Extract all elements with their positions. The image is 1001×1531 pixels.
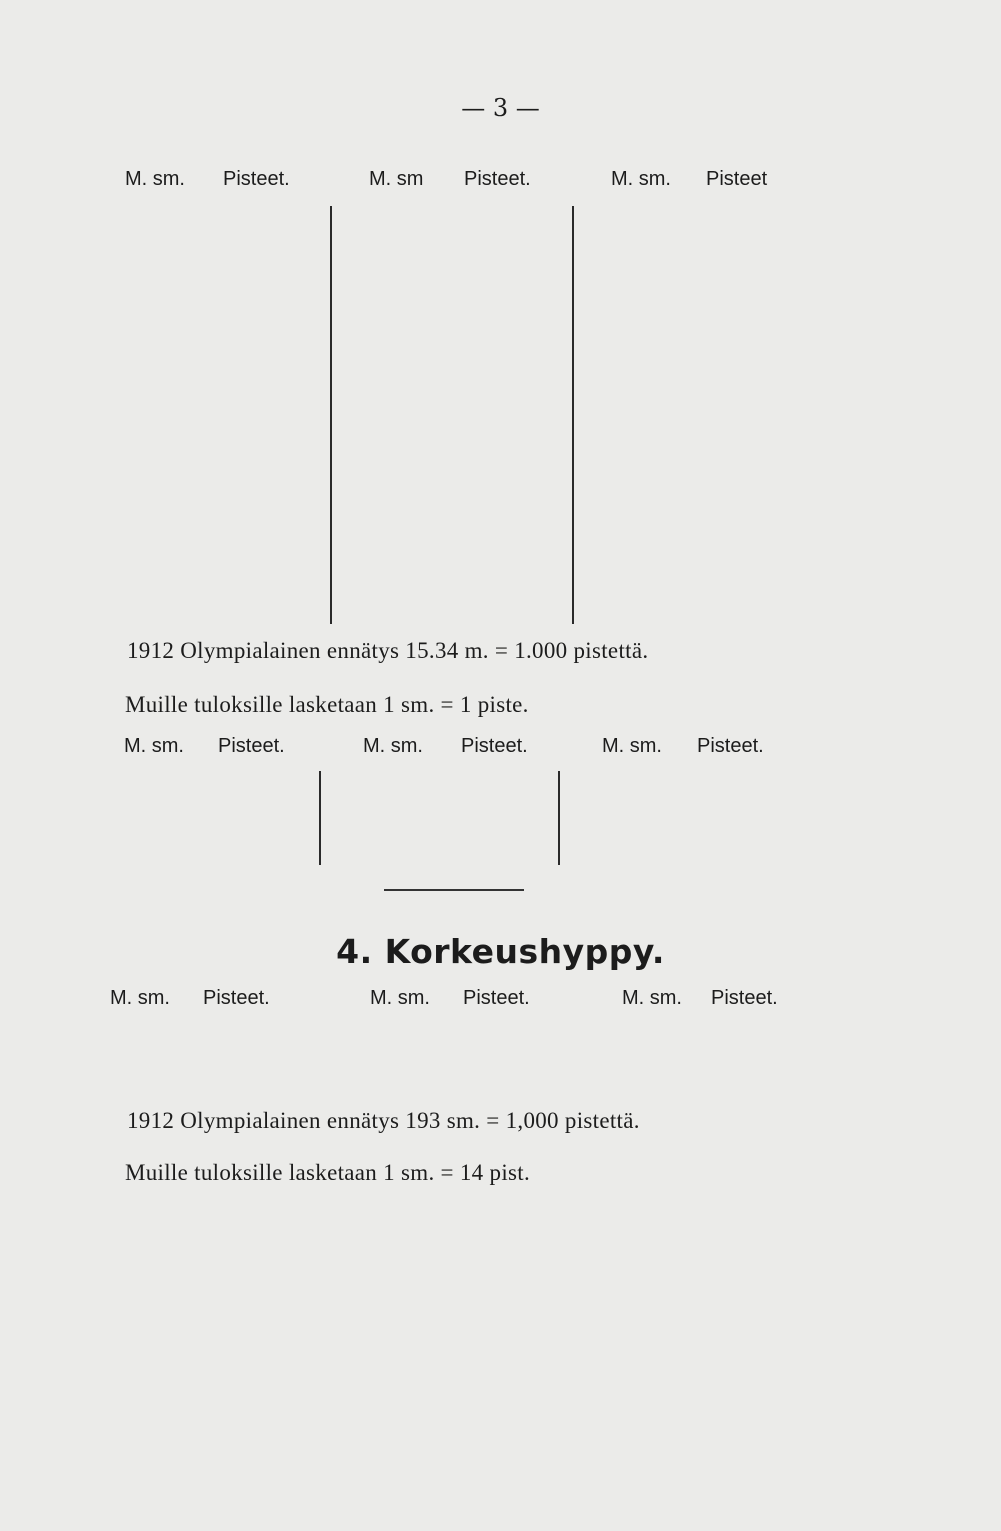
throw-table-column-divider	[330, 206, 332, 624]
throw-extra-table-header-pisteet: Pisteet.	[461, 735, 528, 757]
throw-table-header-msm: M. sm.	[125, 168, 185, 190]
throw-extra-table-column-divider	[558, 771, 560, 865]
throw-table-header-pisteet: Pisteet	[706, 168, 768, 190]
high-jump-table-header-pisteet: Pisteet.	[203, 987, 270, 1009]
section2-record-text: 1912 Olympialainen ennätys 193 sm. = 1,000 pistettä.	[127, 1108, 640, 1133]
throw-table-header-msm: M. sm	[369, 168, 424, 190]
section-title: 4. Korkeushyppy.	[336, 932, 665, 971]
high-jump-table-header-pisteet: Pisteet.	[711, 987, 778, 1009]
throw-extra-table-header-msm: M. sm.	[602, 735, 662, 757]
section1-record-text: 1912 Olympialainen ennätys 15.34 m. = 1.000 pistettä.	[127, 638, 649, 663]
section1-other-text: Muille tuloksille lasketaan 1 sm. = 1 piste.	[125, 692, 529, 717]
throw-table-header-pisteet: Pisteet.	[223, 168, 290, 190]
throw-extra-table-header-pisteet: Pisteet.	[697, 735, 764, 757]
throw-extra-table-header-pisteet: Pisteet.	[218, 735, 285, 757]
divider	[384, 889, 524, 891]
throw-table-header-pisteet: Pisteet.	[464, 168, 531, 190]
throw-extra-table-column-divider	[319, 771, 321, 865]
high-jump-table-header-msm: M. sm.	[370, 987, 430, 1009]
high-jump-table-header-msm: M. sm.	[622, 987, 682, 1009]
high-jump-table-header-msm: M. sm.	[110, 987, 170, 1009]
page-number: — 3 —	[461, 94, 540, 122]
throw-table-column-divider	[572, 206, 574, 624]
throw-extra-table-header-msm: M. sm.	[363, 735, 423, 757]
throw-table-header-msm: M. sm.	[611, 168, 671, 190]
throw-extra-table-header-msm: M. sm.	[124, 735, 184, 757]
section2-other-text: Muille tuloksille lasketaan 1 sm. = 14 pist.	[125, 1160, 530, 1185]
high-jump-table-header-pisteet: Pisteet.	[463, 987, 530, 1009]
